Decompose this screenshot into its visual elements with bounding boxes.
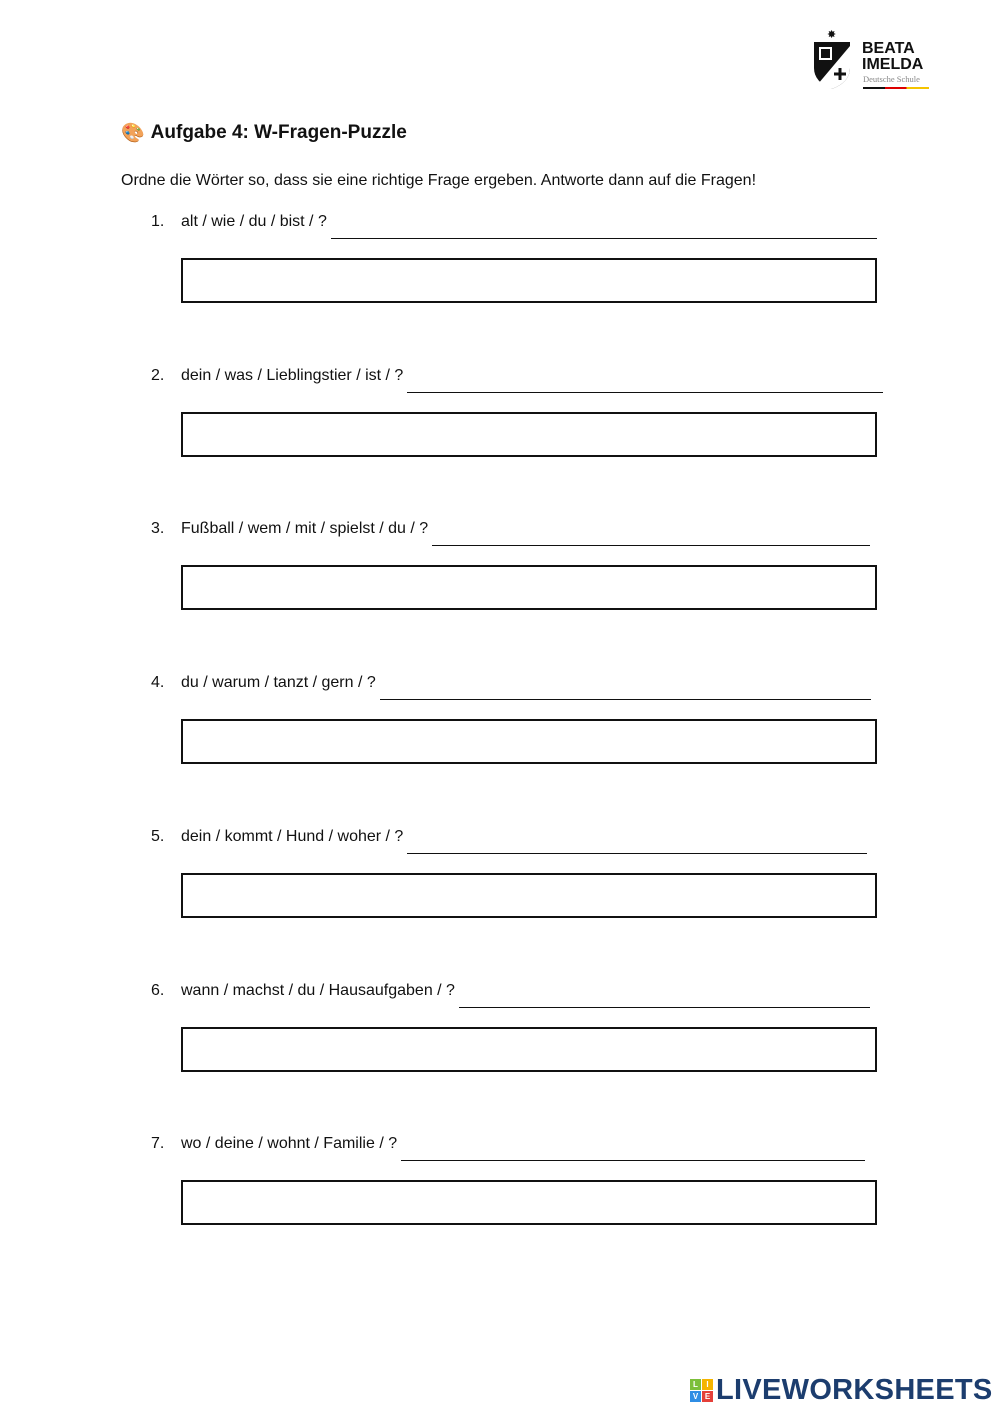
- answer-input-box[interactable]: [181, 258, 877, 303]
- question-item: [151, 674, 871, 698]
- question-number: 7.: [151, 1135, 165, 1153]
- answer-input-box[interactable]: [181, 1180, 877, 1225]
- tile-e: E: [702, 1391, 713, 1402]
- answer-input-box[interactable]: [181, 873, 877, 918]
- question-words: wo / deine / wohnt / Familie / ?: [181, 1135, 398, 1153]
- answer-input-box[interactable]: [181, 719, 877, 764]
- question-number: 2.: [151, 366, 165, 384]
- question-words: alt / wie / du / bist / ?: [181, 213, 327, 230]
- question-answer-line[interactable]: [331, 238, 877, 239]
- logo-name: [862, 41, 923, 73]
- flag-stripe: [863, 87, 929, 89]
- question-number: 6.: [151, 981, 165, 999]
- liveworksheets-brand: LIVEWORKSHEETS: [716, 1374, 993, 1406]
- question-number: 1.: [151, 213, 165, 230]
- question-item: [151, 520, 870, 544]
- star-icon: ✸: [827, 29, 837, 41]
- question-answer-line[interactable]: [459, 1007, 870, 1008]
- school-logo: [812, 29, 937, 94]
- question-item: [151, 982, 870, 1006]
- question-number: 3.: [151, 520, 165, 538]
- liveworksheets-logo: [690, 1374, 993, 1407]
- question-number: 5.: [151, 827, 165, 845]
- logo-subtitle: Deutsche Schule: [863, 74, 920, 84]
- answer-input-box[interactable]: [181, 1027, 877, 1072]
- question-answer-line[interactable]: [432, 545, 870, 546]
- question-item: [151, 828, 867, 852]
- question-item: [151, 367, 883, 391]
- task-title-text: Aufgabe 4: W-Fragen-Puzzle: [150, 122, 407, 143]
- question-answer-line[interactable]: [380, 699, 871, 700]
- question-words: dein / kommt / Hund / woher / ?: [181, 827, 404, 845]
- task-instruction: Ordne die Wörter so, dass sie eine richtige Frage ergeben. Antworte dann auf die Fragen!: [121, 172, 757, 189]
- tile-v: V: [690, 1391, 701, 1402]
- question-words: Fußball / wem / mit / spielst / du / ?: [181, 520, 429, 538]
- tile-l: L: [690, 1379, 701, 1390]
- liveworksheets-tiles-icon: [690, 1379, 713, 1402]
- question-answer-line[interactable]: [401, 1160, 865, 1161]
- question-words: du / warum / tanzt / gern / ?: [181, 674, 376, 692]
- palette-icon: 🎨: [121, 123, 145, 144]
- question-words: dein / was / Lieblingstier / ist / ?: [181, 366, 404, 384]
- logo-line1: BEATA: [862, 40, 915, 57]
- shield-icon: [812, 40, 852, 90]
- answer-input-box[interactable]: [181, 412, 877, 457]
- question-item: [151, 213, 877, 237]
- question-answer-line[interactable]: [407, 853, 867, 854]
- logo-line2: IMELDA: [862, 56, 924, 73]
- answer-input-box[interactable]: [181, 565, 877, 610]
- question-answer-line[interactable]: [407, 392, 883, 393]
- question-number: 4.: [151, 674, 165, 692]
- question-item: [151, 1135, 865, 1159]
- question-words: wann / machst / du / Hausaufgaben / ?: [181, 981, 455, 999]
- task-title: [121, 121, 407, 145]
- tile-i: I: [702, 1379, 713, 1390]
